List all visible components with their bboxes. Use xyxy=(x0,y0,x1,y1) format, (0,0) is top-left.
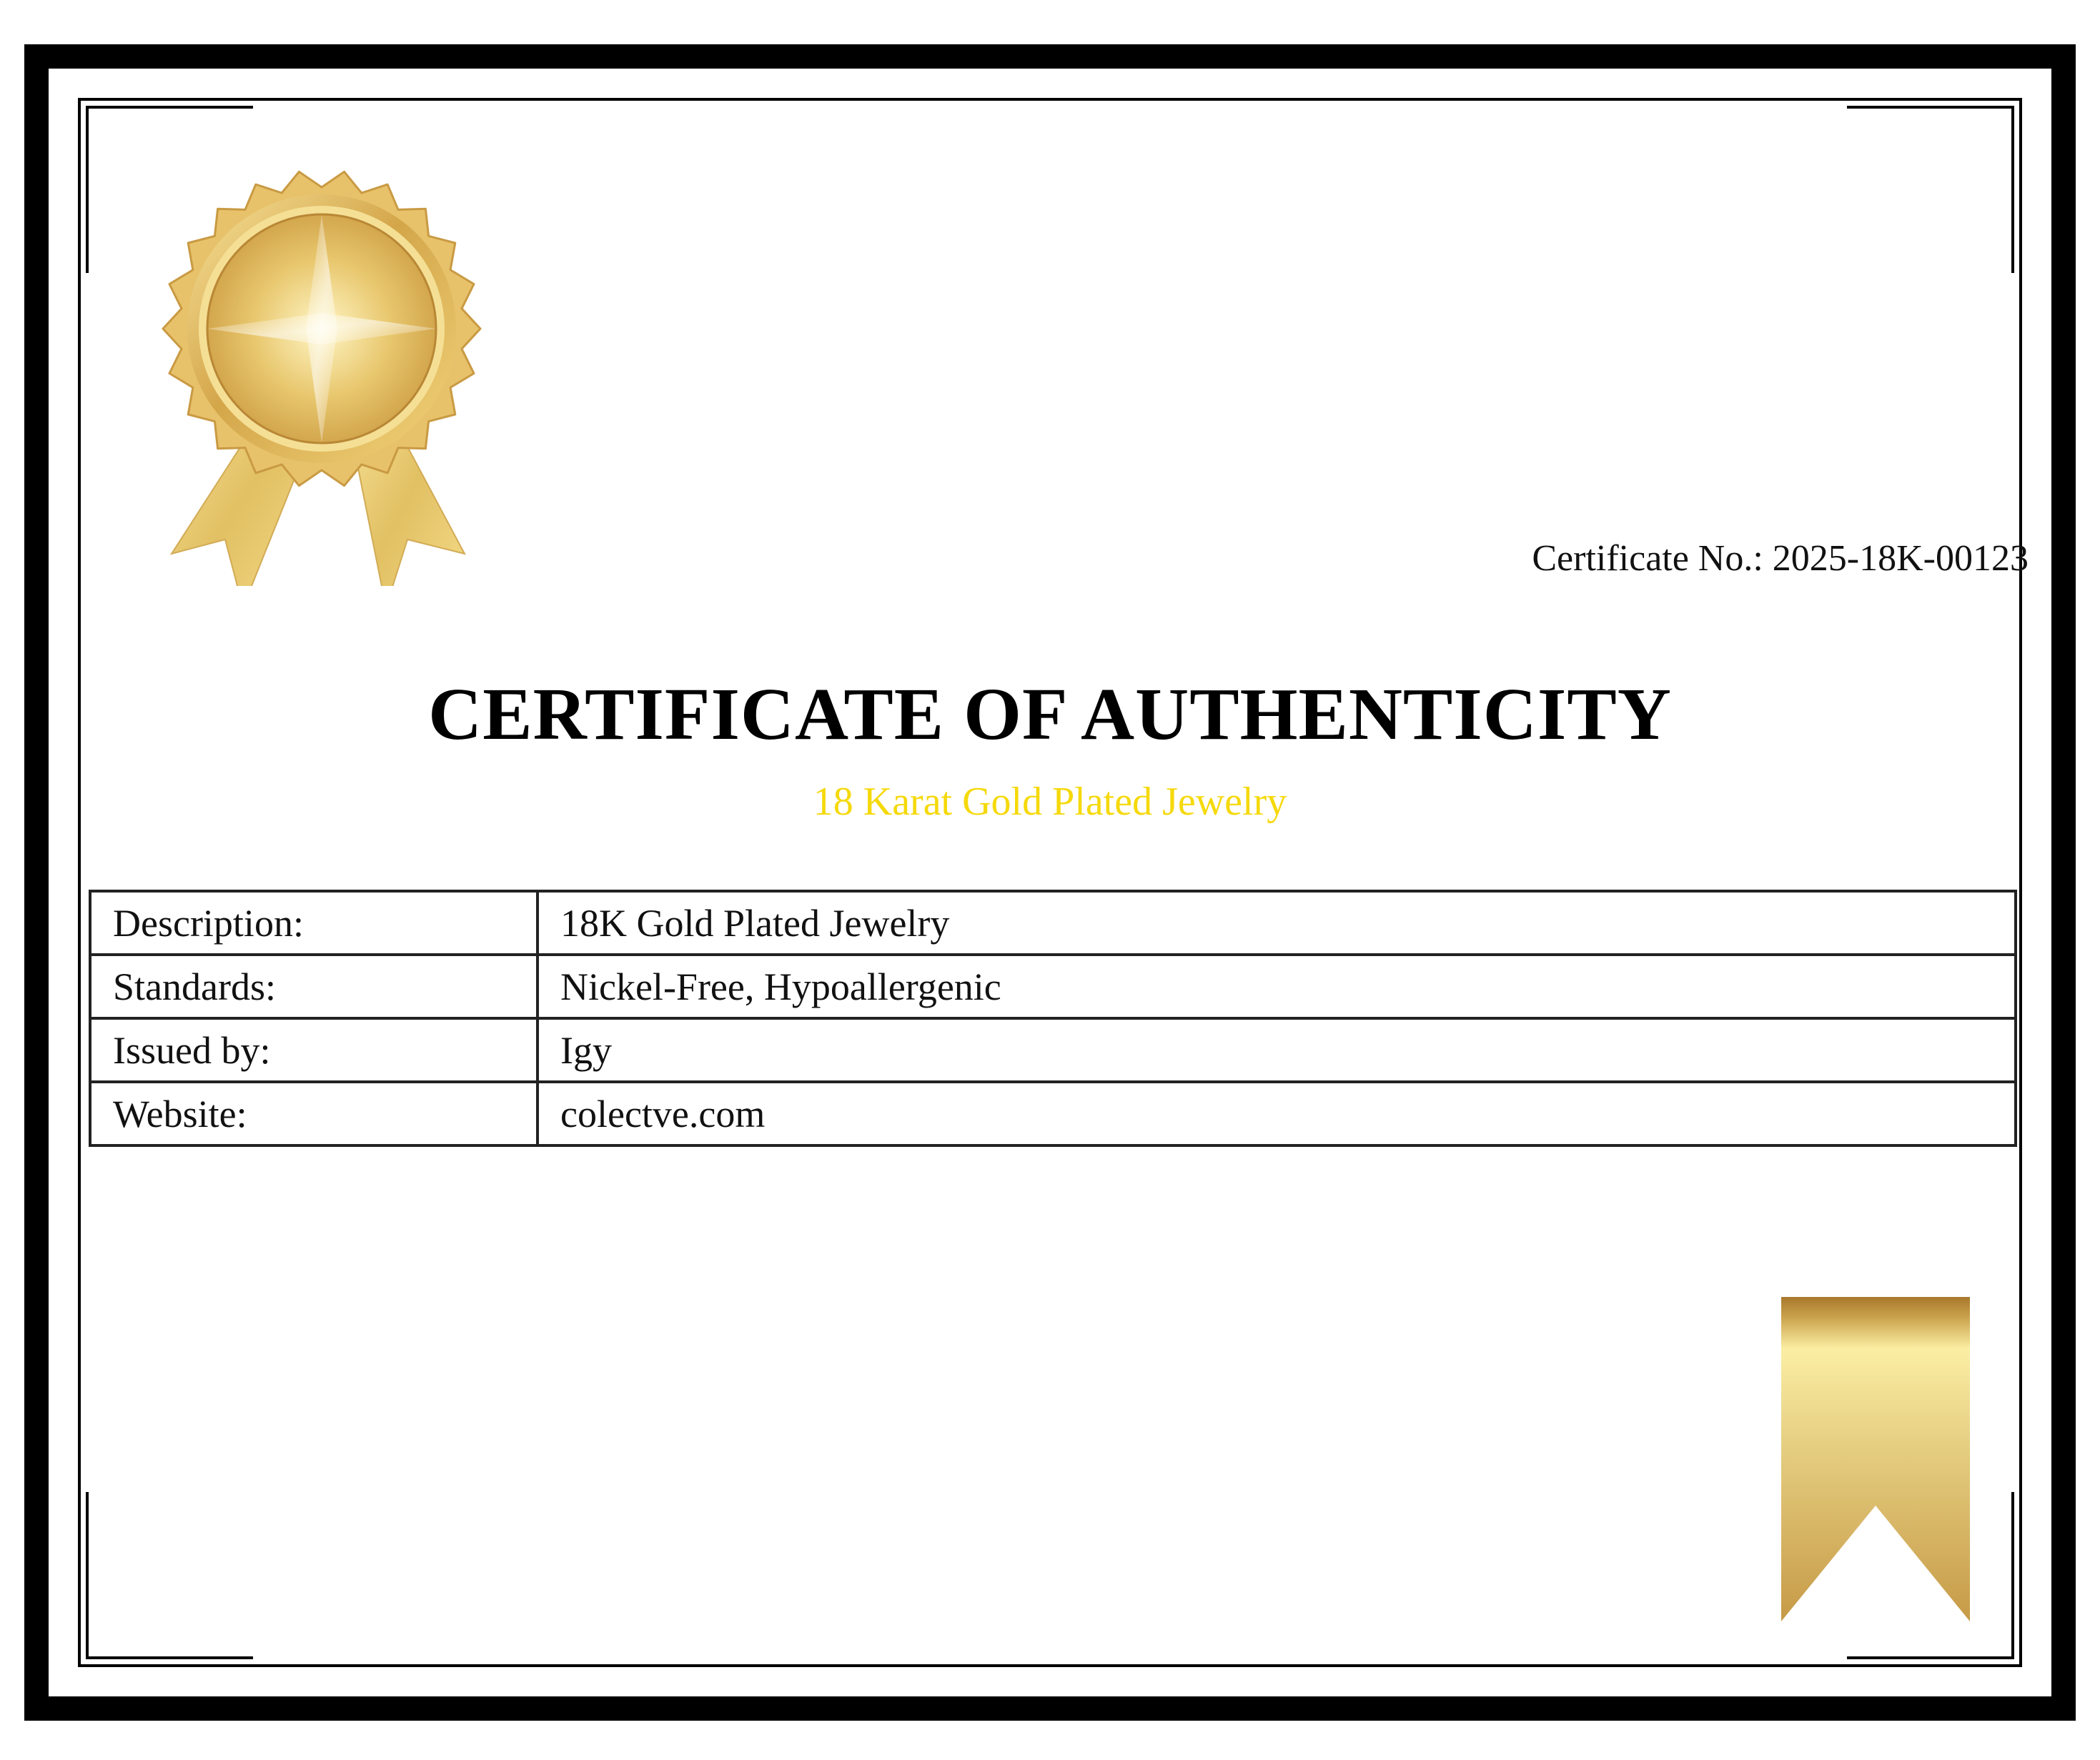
table-row xyxy=(90,891,2016,955)
row-value: colectve.com xyxy=(538,1082,2016,1145)
corner-ornament-top-right xyxy=(1847,106,2014,273)
certificate-title: CERTIFICATE OF AUTHENTICITY xyxy=(428,673,1672,755)
row-value: Igy xyxy=(538,1018,2016,1082)
table-row xyxy=(90,1018,2016,1082)
row-label: Issued by: xyxy=(90,1018,538,1082)
row-label: Standards: xyxy=(90,955,538,1018)
table-row xyxy=(90,955,2016,1018)
details-table xyxy=(89,890,2017,1147)
row-label: Description: xyxy=(90,891,538,955)
row-value: 18K Gold Plated Jewelry xyxy=(538,891,2016,955)
certificate-subtitle: 18 Karat Gold Plated Jewelry xyxy=(813,780,1287,824)
table-row xyxy=(90,1082,2016,1145)
gold-ribbon-bookmark-icon xyxy=(1781,1297,1970,1621)
gold-award-seal-icon xyxy=(150,157,493,586)
row-label: Website: xyxy=(90,1082,538,1145)
certificate-number: Certificate No.: 2025-18K-00123 xyxy=(1532,538,2029,579)
row-value: Nickel-Free, Hypoallergenic xyxy=(538,955,2016,1018)
corner-ornament-bottom-left xyxy=(86,1492,253,1659)
